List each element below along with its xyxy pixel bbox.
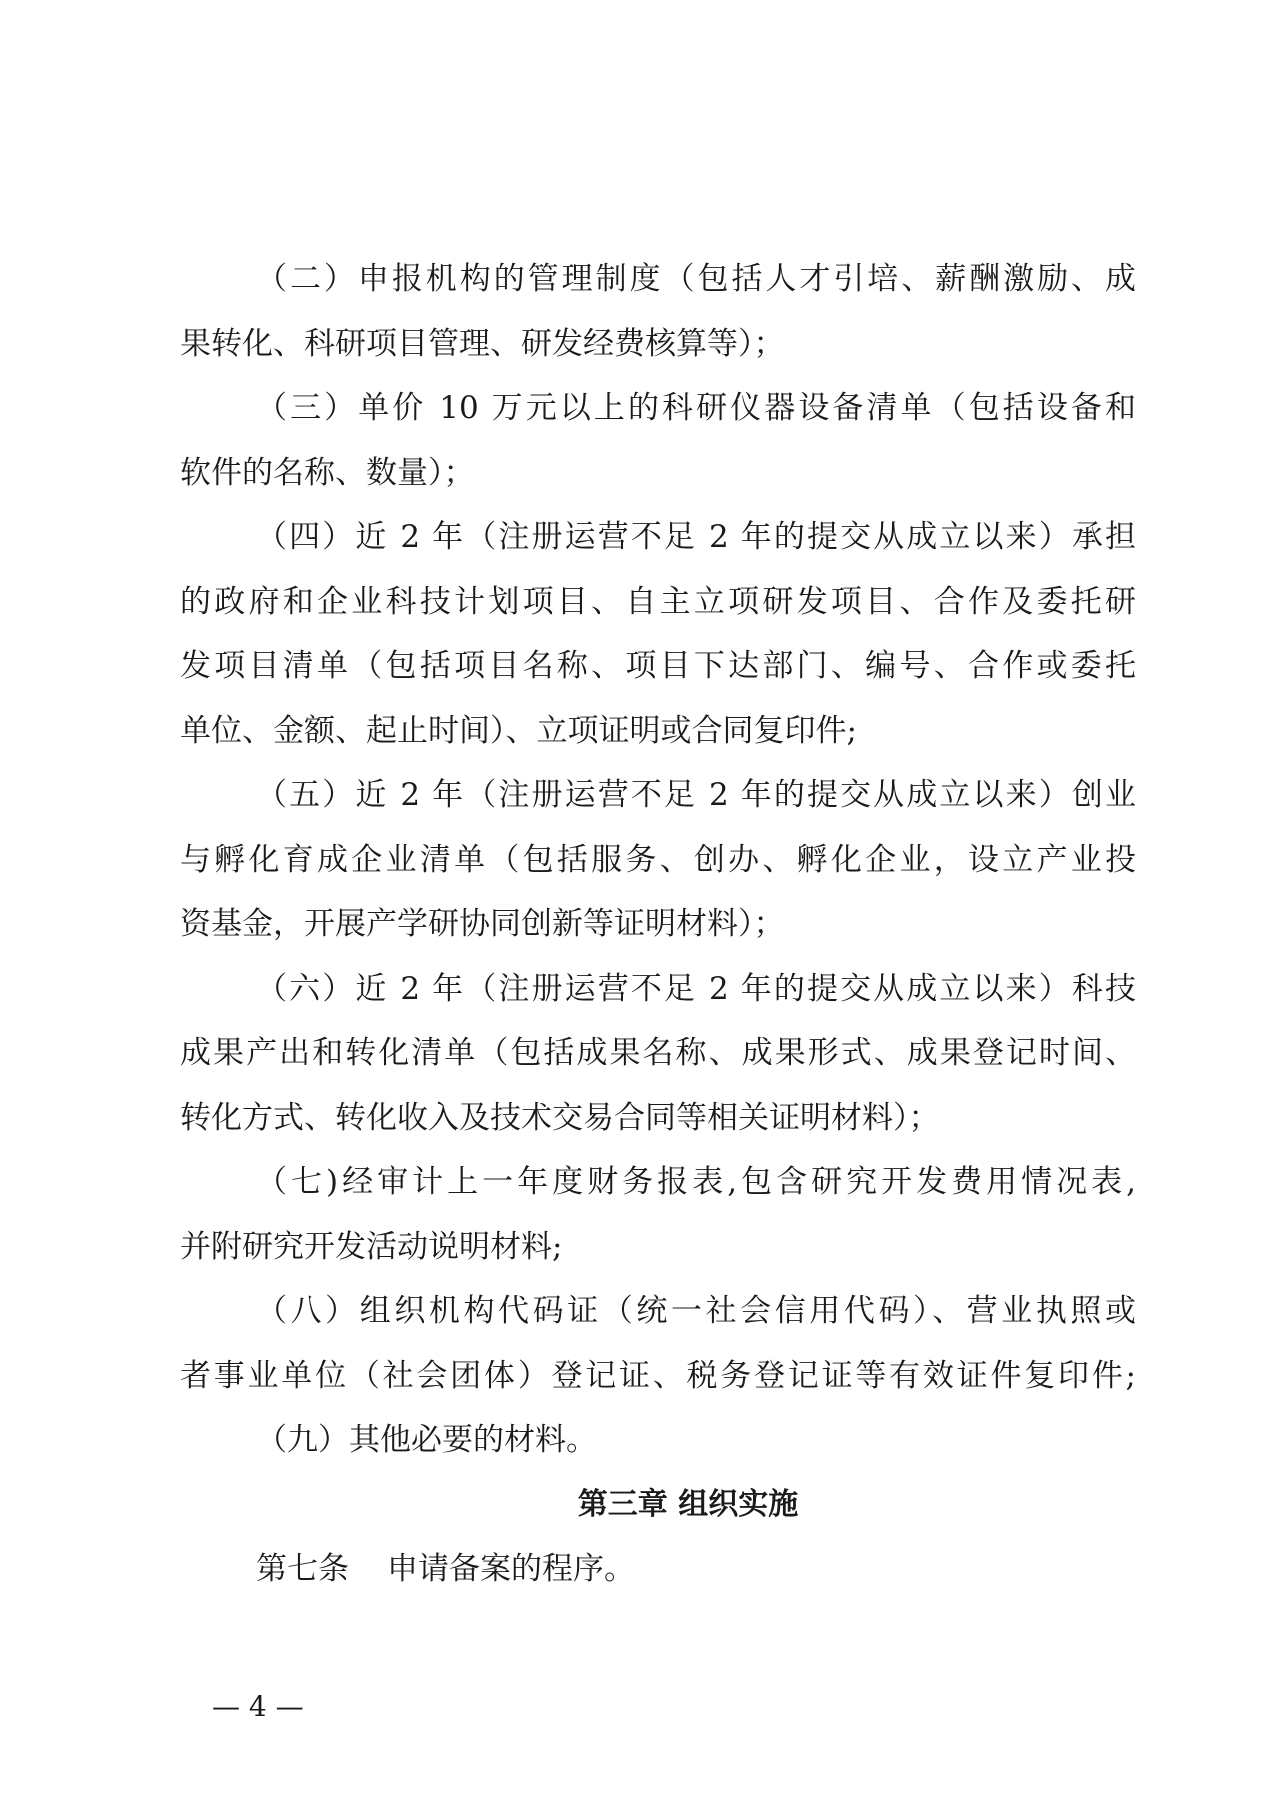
article-label: 第七条: [256, 1551, 349, 1587]
article-line: [180, 1537, 1136, 1602]
paragraph-line: 的政府和企业科技计划项目、自主立项研发项目、合作及委托研: [180, 583, 1136, 620]
paragraph-line: （三）单价 10 万元以上的科研仪器设备清单（包括设备和: [256, 390, 1136, 426]
paragraph-line: 与孵化育成企业清单（包括服务、创办、孵化企业，设立产业投: [180, 841, 1136, 878]
paragraph-line: 发项目清单（包括项目名称、项目下达部门、编号、合作或委托: [180, 648, 1136, 684]
paragraph-line: 资基金，开展产学研协同创新等证明材料）；: [180, 906, 785, 942]
paragraph-line: （九）其他必要的材料。: [256, 1422, 597, 1458]
paragraph-line: （五）近 2 年（注册运营不足 2 年的提交从成立以来）创业: [256, 777, 1136, 813]
paragraph-line: 果转化、科研项目管理、研发经费核算等）；: [180, 325, 785, 362]
paragraph-line: （二）申报机构的管理制度（包括人才引培、薪酬激励、成: [256, 261, 1136, 297]
paragraph-line: 并附研究开发活动说明材料;: [180, 1228, 563, 1265]
article-text: 申请备案的程序。: [387, 1551, 635, 1587]
paragraph-line: 软件的名称、数量）；: [180, 454, 475, 491]
paragraph-line: （六）近 2 年（注册运营不足 2 年的提交从成立以来）科技: [256, 970, 1136, 1007]
paragraph-line: （八）组织机构代码证（统一社会信用代码）、营业执照或: [256, 1293, 1136, 1329]
paragraph-line: 者事业单位（社会团体）登记证、税务登记证等有效证件复印件;: [180, 1357, 1136, 1394]
document-body: [180, 247, 1136, 1602]
page-number: — 4 —: [212, 1690, 304, 1723]
paragraph-line: 成果产出和转化清单（包括成果名称、成果形式、成果登记时间、: [180, 1035, 1136, 1071]
paragraph-line: （四）近 2 年（注册运营不足 2 年的提交从成立以来）承担: [256, 519, 1136, 555]
paragraph-line: 转化方式、转化收入及技术交易合同等相关证明材料）；: [180, 1099, 940, 1136]
paragraph-line: （七)经审计上一年度财务报表,包含研究开发费用情况表,: [256, 1164, 1136, 1200]
chapter-heading: 第三章 组织实施: [577, 1486, 799, 1522]
paragraph-line: 单位、金额、起止时间）、立项证明或合同复印件;: [180, 712, 857, 749]
